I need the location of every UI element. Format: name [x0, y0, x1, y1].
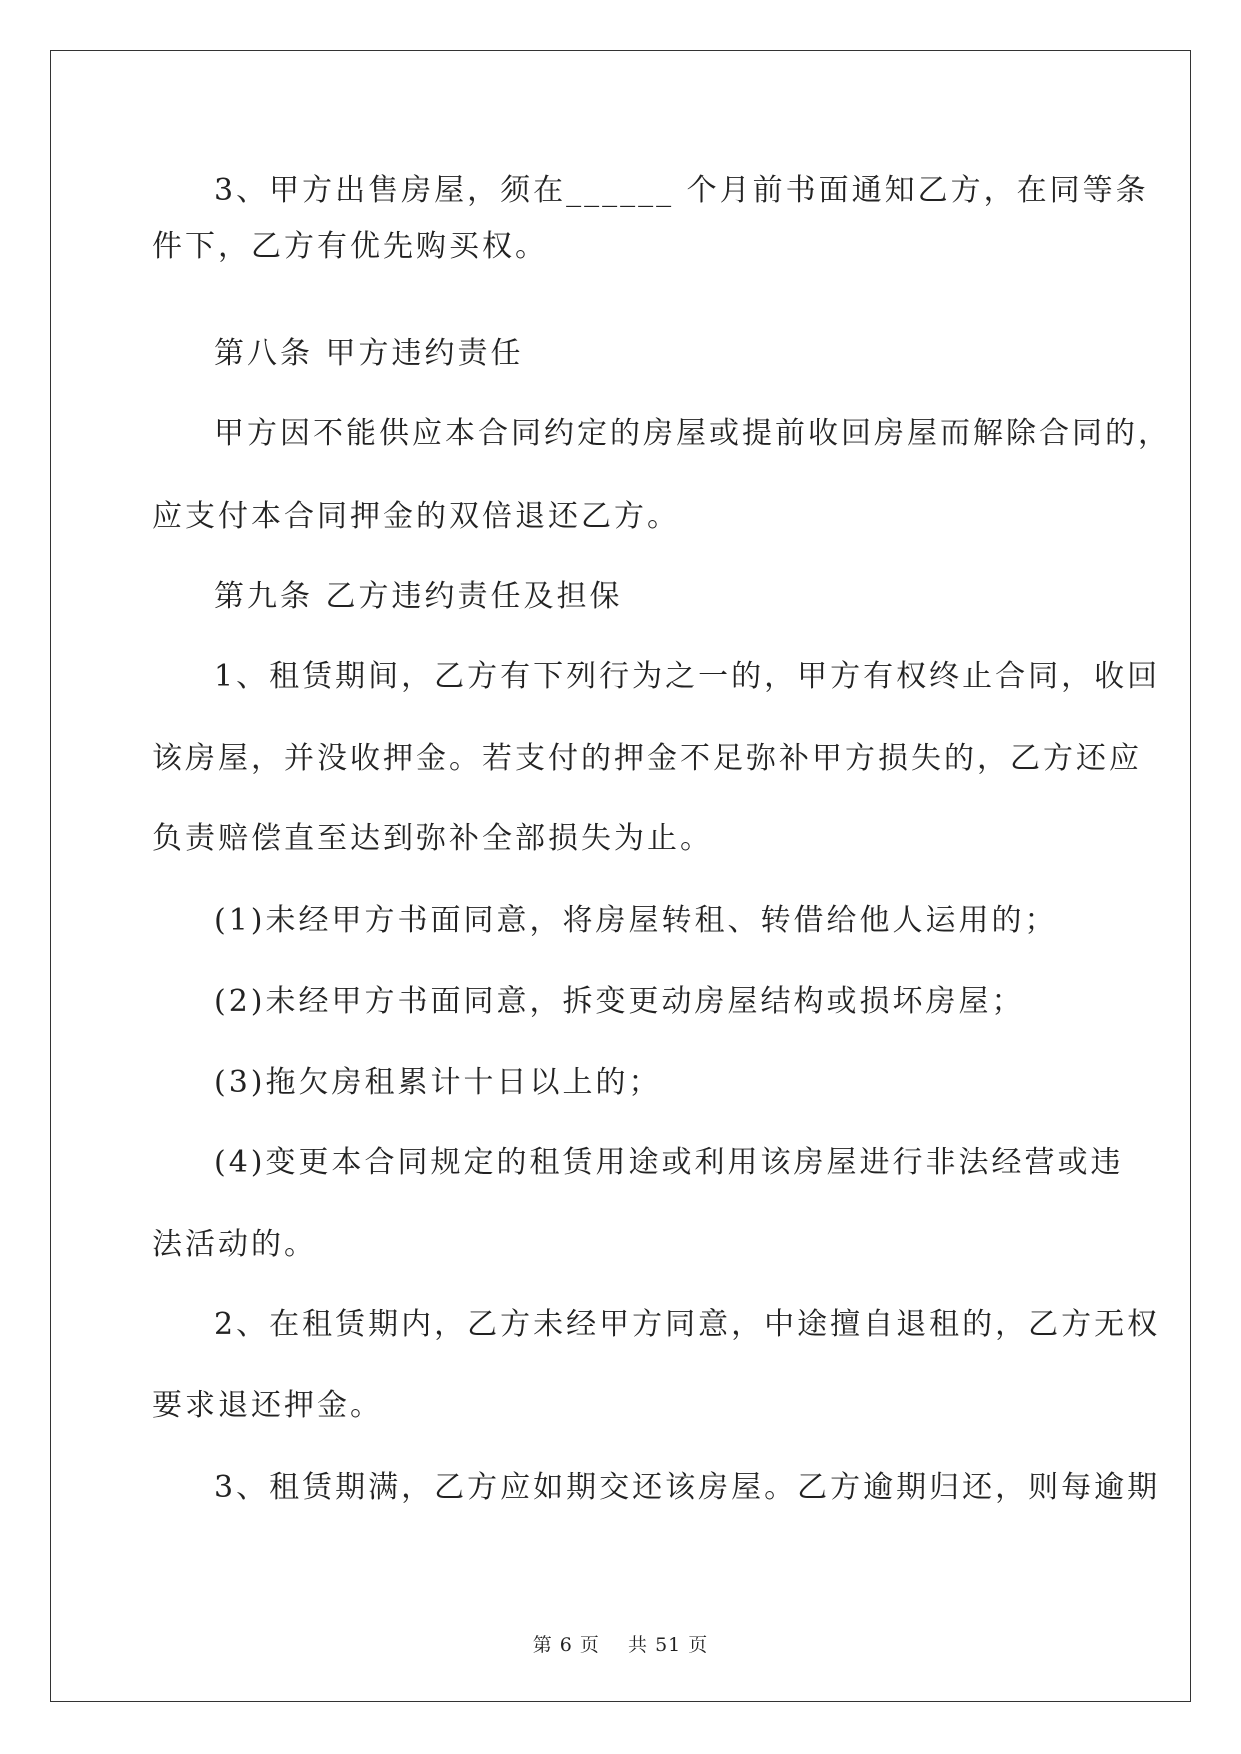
paragraph-line: 3、甲方出售房屋，须在______ 个月前书面通知乙方，在同等条	[214, 173, 1149, 208]
page-number: 第 6 页 共 51 页	[532, 1634, 709, 1656]
paragraph-line: 法活动的。	[152, 1227, 317, 1262]
list-item: (3)拖欠房租累计十日以上的；	[214, 1065, 662, 1100]
paragraph-line: 1、租赁期间，乙方有下列行为之一的，甲方有权终止合同，收回	[214, 659, 1161, 694]
section-heading: 第九条 乙方违约责任及担保	[214, 579, 623, 614]
list-item: (4)变更本合同规定的租赁用途或利用该房屋进行非法经营或违	[214, 1145, 1124, 1180]
list-item: (1)未经甲方书面同意，将房屋转租、转借给他人运用的；	[214, 903, 1058, 938]
paragraph-line: 2、在租赁期内，乙方未经甲方同意，中途擅自退租的，乙方无权	[214, 1307, 1161, 1342]
paragraph-line: 应支付本合同押金的双倍退还乙方。	[152, 499, 680, 534]
paragraph-line: 负责赔偿直至达到弥补全部损失为止。	[152, 821, 713, 856]
paragraph-line: 件下，乙方有优先购买权。	[152, 229, 548, 264]
paragraph-line: 3、租赁期满，乙方应如期交还该房屋。乙方逾期归还，则每逾期	[214, 1470, 1161, 1505]
paragraph-line: 甲方因不能供应本合同约定的房屋或提前收回房屋而解除合同的，	[214, 416, 1171, 451]
paragraph-line: 要求退还押金。	[152, 1388, 383, 1423]
paragraph-line: 该房屋，并没收押金。若支付的押金不足弥补甲方损失的，乙方还应	[152, 741, 1142, 776]
section-heading: 第八条 甲方违约责任	[214, 336, 524, 371]
page-footer	[0, 1633, 1241, 1657]
page-border	[50, 50, 1191, 1702]
list-item: (2)未经甲方书面同意，拆变更动房屋结构或损坏房屋；	[214, 984, 1025, 1019]
